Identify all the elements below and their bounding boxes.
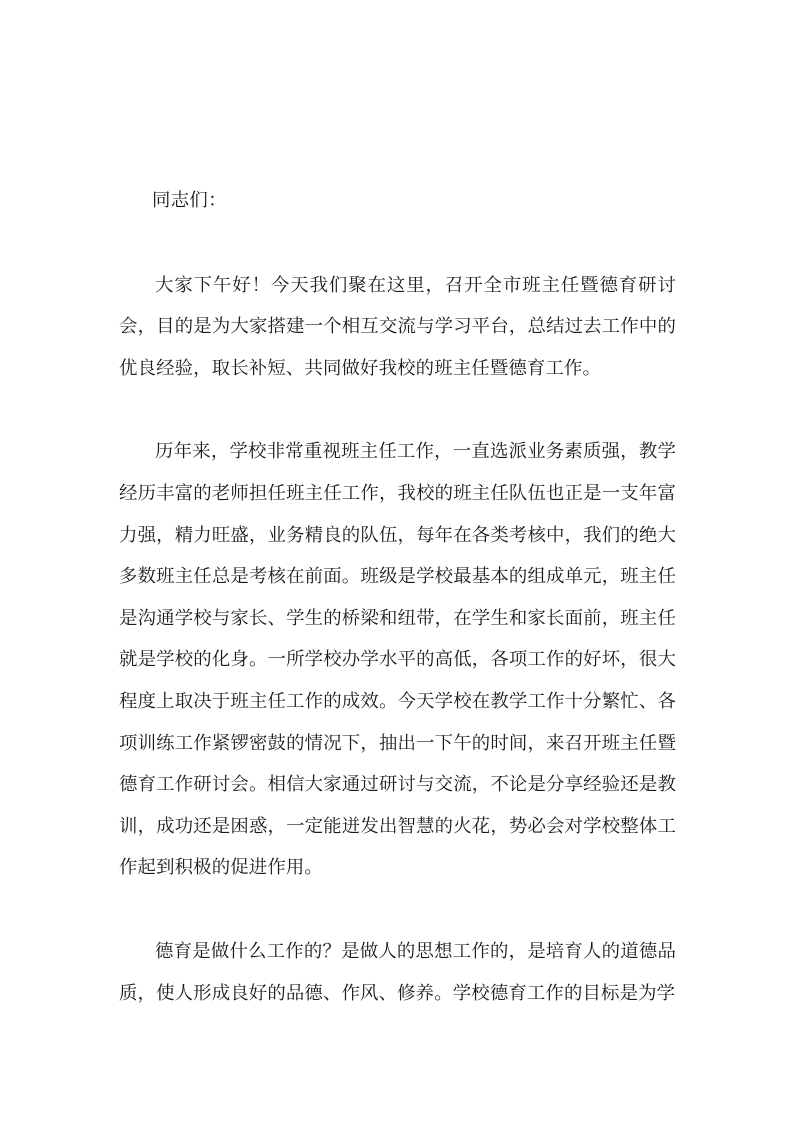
document-page [119,180,676,1056]
salutation: 同志们： [152,190,227,211]
paragraph-class-teacher-work: 历年来，学校非常重视班主任工作，一直选派业务素质强，教学经历丰富的老师担任班主任工作，我校的班主任队伍也正是一支年富力强，精力旺盛，业务精良的队伍，每年在各类考核中，我们的绝大多数班主任总是考核在前面。班级是学校最基本的组成单元，班主任是沟通学校与家长、学生的桥梁和纽带，在学生和家长面前，班主任就是学校的化身。一所学校办学水平的高低，各项工作的好坏，很大程度上取决于班主任工作的成效。今天学校在教学工作十分繁忙、各项训练工作紧锣密鼓的情况下，抽出一下午的时间，来召开班主任暨德育工作研讨会。相信大家通过研讨与交流，不论是分享经验还是教训，成功还是困惑，一定能迸发出智慧的火花，势必会对学校整体工作起到积极的促进作用。 [119,441,676,879]
paragraph-moral-education: 德育是做什么工作的？是做人的思想工作的，是培育人的道德品质，使人形成良好的品德、作风、修养。学校德育工作的目标是为学 [119,940,676,1004]
paragraph-opening: 大家下午好！今天我们聚在这里，召开全市班主任暨德育研讨会，目的是为大家搭建一个相互交流与学习平台，总结过去工作中的优良经验，取长补短、共同做好我校的班主任暨德育工作。 [119,274,676,379]
